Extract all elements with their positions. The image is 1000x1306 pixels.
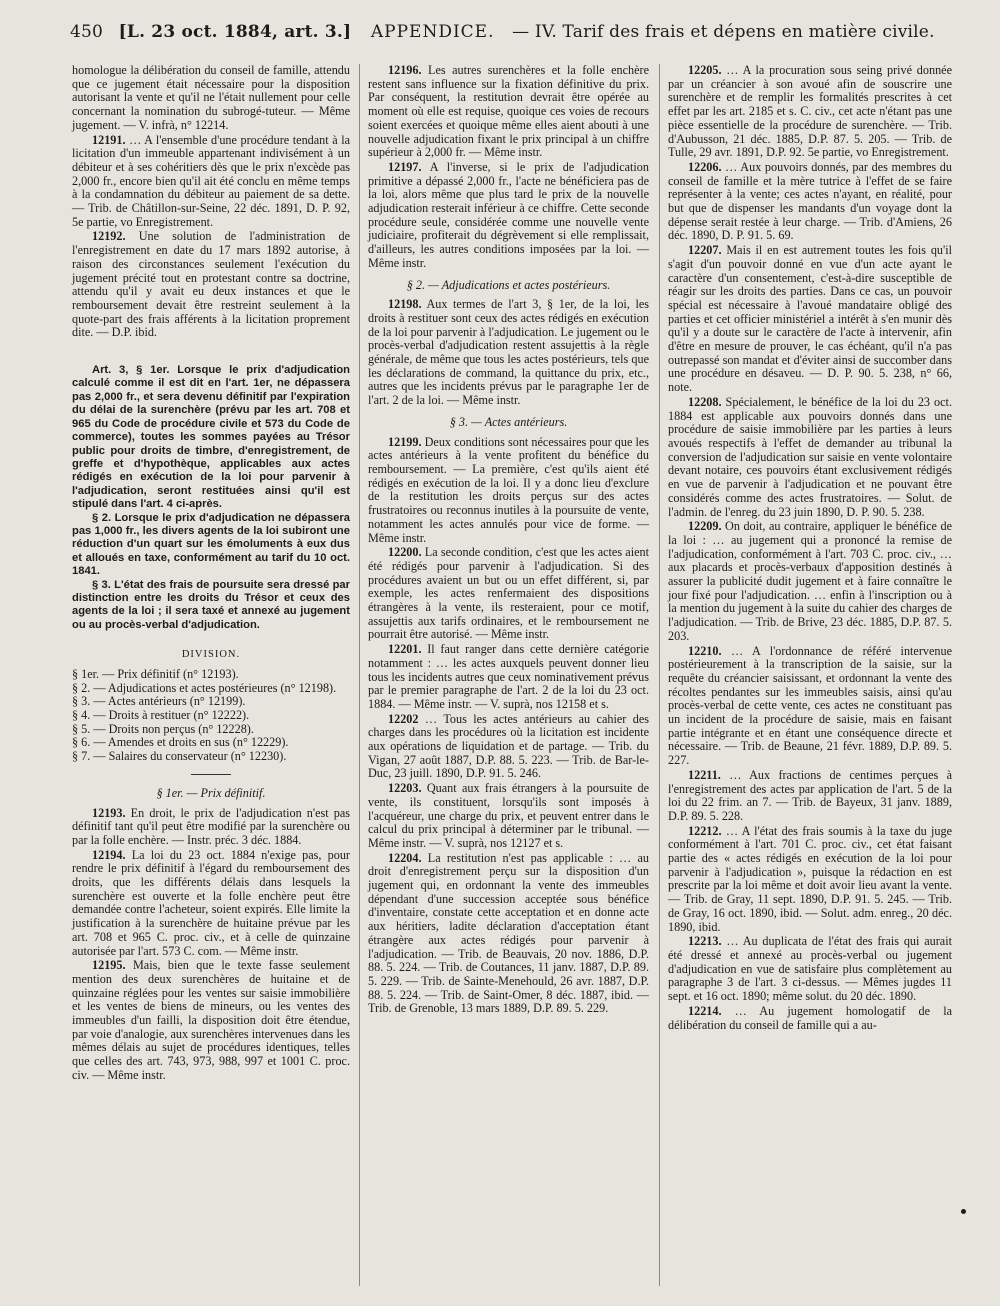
paragraph-text: … A la procuration sous seing privé donnée par un créancier à son avoué afin de souscrire une surenchère et de remplir les formalités prescrites à cet effet par les art. 2185 et s. C. civ., cet acte n'étant pas une pièce essentielle de la procédure de surenchère. — Trib. d'Aubusson, 21 déc. 1885, D.P. 87. 5. 205. — Trib. de Tulle, 29 avr. 1891, D.P. 92. 5e partie, vo Enregistrement. xyxy=(668,63,952,160)
paragraph-number: 12212. xyxy=(688,823,722,838)
paragraph-number: 12201. xyxy=(388,642,422,657)
paragraph-text: On doit, au contraire, appliquer le bénéfice de la loi : … au jugement qui a prononcé la remise de l'adjudication, conformément à l'art. 703 C. proc. civ., … aux placards et procès-verbaux d'apposition destinés à assurer la publicité dudit jugement et à faire connaître le jour fixé pour l'adjudication. … enfin à l'inscription ou à la mention du jugement à la suite du cahier des charges de l'adjudication. — Trib. de Brive, 23 déc. 1885, D.P. 87. 5. 203. xyxy=(668,519,952,643)
paragraph-12200 xyxy=(368,546,649,642)
paragraph-number: 12193. xyxy=(92,805,126,820)
paragraph-text: Aux termes de l'art 3, § 1er, de la loi, les droits à restituer sont ceux des actes rédigés en exécution de la loi pour parvenir à l'adjudication. Le jugement ou le procès-verbal d'adjudication restent assujettis à la règle générale, de même que tous les actes postérieurs, tels que les déclarations de command, la quittance du prix, etc., autres que les incidents prévus par le paragraphe 1er de l'art. 2 de la loi. — Même instr. xyxy=(368,297,649,408)
paragraph-text: … Aux fractions de centimes perçues à l'enregistrement des actes par application de l'art. 5 de la loi du 22 frim. an 7. — Trib. de Bayeux, 31 janv. 1889, D.P. 89. 5. 228. xyxy=(668,767,952,823)
section-heading: § 2. — Adjudications et actes postérieurs. xyxy=(406,277,611,292)
paragraph-number: 12208. xyxy=(688,394,722,409)
paragraph-text: … Aux pouvoirs donnés, par des membres du conseil de famille et la mère tutrice à l'effet de se faire représenter à la vente; ces actes n'ayant, en réalité, pour but que de dispenser les mandants d'un voyage dont la dépense serait restée à leur charge. — Trib. d'Amiens, 26 déc. 1890, D. P. 91. 5. 69. xyxy=(668,159,952,243)
paragraph-text: En droit, le prix de l'adjudication n'est pas définitif tant qu'il peut être modifié par la surenchère ou par la folle enchère. — Instr. préc. 3 déc. 1884. xyxy=(72,805,350,847)
column-divider xyxy=(659,64,660,1286)
paragraph-12203 xyxy=(368,782,649,851)
paragraph-number: 12198. xyxy=(388,297,422,312)
paragraph: homologue la délibération du conseil de famille, attendu que ce jugement était nécessaire pour la disposition autorisant la vente et qu'il ne l'était nullement pour celle concernant la nomination du subrogé-tuteur. — Même jugement. — V. infrà, n° 12214. xyxy=(72,63,350,132)
paragraph-12212 xyxy=(668,825,952,935)
paragraph-12205 xyxy=(668,64,952,160)
column-right xyxy=(668,64,952,1033)
column-left xyxy=(72,64,350,1084)
paragraph-12195 xyxy=(72,959,350,1082)
paragraph-text: … A l'état des frais soumis à la taxe du juge conformément à l'art. 701 C. proc. civ., cet état faisant partie des « actes rédigés en exécution de la loi pour parvenir à l'adjudication », puisque la rédaction en est prescrite par la loi même et doit avoir lieu avant la vente. — Trib. de Gray, 11 sept. 1890, D.P. 91. 5. 245. — Trib. de Gray, 16 oct. 1890, ibid. — Solut. adm. enreg., 20 déc. 1890, ibid. xyxy=(668,823,952,934)
paragraph-number: 12203. xyxy=(388,781,422,796)
paragraph-12193 xyxy=(72,807,350,848)
chapter-title: — IV. Tarif des frais et dépens en matière civile. xyxy=(512,22,935,42)
paragraph-text: Les autres surenchères et la folle enchère restent sans influence sur la fixation définitive du prix. Par conséquent, la restitution devrait être opérée au moment où elle est requise, quoique ces voies de recours soient exercées et quoique même elles aient abouti à une nouvelle adjudication fixant le prix principal à un chiffre supérieur à 2,000 fr. — Même instr. xyxy=(368,63,649,160)
division-item: § 2. — Adjudications et actes postérieures (n° 12198). xyxy=(72,680,337,695)
paragraph-number: 12196. xyxy=(388,63,422,77)
article-3-section-1: Art. 3, § 1er. Lorsque le prix d'adjudication calculé comme il est dit en l'art. 1er, ne dépassera pas 2,000 fr., et sera devenu définitif par l'expiration du délai de la surenchère (prévu par les art. 708 et 965 du Code de procédure civile et 573 du Code de commerce), toutes les sommes payées au Trésor public pour droits de timbre, d'enregistrement, de greffe et d'hypothèque, applicables aux actes rédigés en exécution de la loi pour parvenir à l'adjudication, seront restituées ainsi qu'il est stipulé dans l'art. 4 ci-après. xyxy=(72,364,350,511)
paragraph-number: 12211. xyxy=(688,767,721,782)
division-item: § 4. — Droits à restituer (n° 12222). xyxy=(72,708,250,722)
paragraph-12202 xyxy=(368,713,649,782)
paragraph-text: … Tous les actes antérieurs au cahier des charges dans les procédures où la licitation est incidente aux opérations de liquidation et de partage. — Trib. du Vigan, 27 août 1887, D.P. 88. 5. 223. — Trib. de Bar-le-Duc, 23 juill. 1890, D.P. 91. 5. 246. xyxy=(368,711,649,781)
paragraph-number: 12213. xyxy=(688,934,722,949)
paragraph-number: 12192. xyxy=(92,229,126,244)
paragraph-number: 12200. xyxy=(388,545,422,560)
paragraph-text: Deux conditions sont nécessaires pour que les actes antérieurs à la vente profitent du bénéfice du remboursement. — La première, c'est qu'ils aient été rédigés en exécution de la loi. Il y a donc lieu d'exclure de la restitution les droits perçus sur des actes frustratoires ou reconnus inutiles à la poursuite de vente, notamment les actes annulés pour vice de forme. — Même instr. xyxy=(368,434,649,545)
paragraph-number: 12214. xyxy=(688,1003,722,1018)
law-reference: [L. 23 oct. 1884, art. 3.] xyxy=(118,22,352,42)
paragraph-text: … A l'ordonnance de référé intervenue postérieurement à la transcription de la saisie, sur la requête du créancier saisissant, et ordonnant la vente des récoltes pendantes sur les immeubles saisis, ainsi qu'au procès-verbal de cette vente, ces actes ne constituant pas un incident de la procédure de saisie, mais en faisant partie intégrante et en étant une conséquence directe et nécessaire. — Trib. de Beaune, 21 févr. 1889, D.P. 89. 5. 227. xyxy=(668,643,952,768)
division-item: § 1er. — Prix définitif (n° 12193). xyxy=(72,666,239,681)
paragraph-12197 xyxy=(368,161,649,271)
paragraph-number: 12197. xyxy=(388,159,422,174)
column-middle xyxy=(368,64,649,1017)
article-3-section-2: § 2. Lorsque le prix d'adjudication ne dépassera pas 1,000 fr., les divers agents de la loi subiront une réduction d'un quart sur les émoluments à eux dus et alloués en taxe, conformément au tarif du 10 oct. 1841. xyxy=(72,511,350,578)
paragraph-12207 xyxy=(668,244,952,395)
article-3-section-3: § 3. L'état des frais de poursuite sera dressé par distinction entre les droits du Trésor et ceux des agents de la loi ; il sera taxé et annexé au jugement ou au procès-verbal d'adjudication. xyxy=(72,578,350,631)
column-divider xyxy=(359,64,360,1286)
paragraph-text: Quant aux frais étrangers à la poursuite de vente, ils constituent, lorsqu'ils sont imposés à l'acquéreur, une charge du prix, et peuvent entrer dans le calcul du prix principal à déterminer par le tribunal. — Même instr. — V. suprà, nos 12127 et s. xyxy=(368,781,649,850)
paragraph-text: … Au duplicata de l'état des frais qui aurait été dressé et annexé au procès-verbal ou jugement d'adjudication en vue de satisfaire plus complètement au paragraphe 3 de l'art. 3 ci-dessus. — Mêmes jugdes 11 sept. et 16 oct. 1890; même solut. du 20 déc. 1890. xyxy=(668,934,952,1004)
paragraph-number: 12205. xyxy=(688,63,722,77)
paragraph-number: 12207. xyxy=(688,243,722,258)
paragraph-text: … Au jugement homologatif de la délibération du conseil de famille qui a au- xyxy=(668,1003,952,1032)
paragraph-number: 12195. xyxy=(92,958,126,973)
paragraph-number: 12210. xyxy=(688,643,722,658)
paragraph-number: 12199. xyxy=(388,434,422,449)
paragraph-text: Spécialement, le bénéfice de la loi du 23 oct. 1884 est applicable aux pouvoirs donnés dans une procédure de saisie immobilière par les parties à leurs avoués respectifs à l'effet de demander au tribunal la conversion de l'adjudication sur saisie en vente volontaire devant notaire, ces pouvoirs étant exclusivement rédigés en vue de parvenir à l'adjudication et ne pouvant être considérés comme des actes frustratoires. — Solut. de l'admin. de l'enreg. du 23 juin 1890, D. P. 90. 5. 238. xyxy=(668,394,952,519)
paragraph-number: 12191. xyxy=(92,132,126,147)
division-item: § 7. — Salaires du conservateur (n° 12230). xyxy=(72,749,287,764)
division-item: § 5. — Droits non perçus (n° 12228). xyxy=(72,721,254,736)
page-number: 450 xyxy=(70,22,104,42)
paragraph-text: Une solution de l'administration de l'enregistrement en date du 17 mars 1892 autorise, à raison des circonstances seulement l'exécution du jugement précité tout en protestant contre sa doctrine, attendu qu'il y avait eu deux instances et que le remboursement devait être restreint seulement à la quote-part des frais afférents à la licitation proprement dite. — D.P. ibid. xyxy=(72,229,350,340)
paragraph-12206 xyxy=(668,161,952,243)
paragraph-12211 xyxy=(668,769,952,824)
paragraph-number: 12209. xyxy=(688,519,722,534)
page-header xyxy=(70,22,970,42)
paragraph-12196 xyxy=(368,64,649,160)
paragraph-12199 xyxy=(368,436,649,546)
paragraph-text: Il faut ranger dans cette dernière catégorie notamment : … les actes auxquels peuvent donner lieu tous les incidents autres que ceux nominativement prévus par le premier paragraphe de l'art. 2 de la loi du 23 oct. 1884. — Même instr. — V. suprà, nos 12158 et s. xyxy=(368,642,649,711)
section-heading: § 3. — Actes antérieurs. xyxy=(449,414,568,429)
section-heading: § 1er. — Prix définitif. xyxy=(156,785,266,800)
paragraph-text: A l'inverse, si le prix de l'adjudication primitive a dépassé 2,000 fr., l'acte ne bénéficiera pas de la loi, alors même que plus tard le prix de la nouvelle adjudication resterait inférieur à ce chiffre. Cette seconde procédure seule, considérée comme une nouvelle vente judiciaire, profiterait du dégrèvement si elle remplissait, d'ailleurs, les autres conditions imposées par la loi. — Même instr. xyxy=(368,159,649,270)
division-item: § 3. — Actes antérieurs (n° 12199). xyxy=(72,694,246,709)
paragraph-12194 xyxy=(72,849,350,959)
paragraph-12192 xyxy=(72,230,350,340)
paragraph-12208 xyxy=(668,396,952,519)
paragraph-text: Mais, bien que le texte fasse seulement mention des deux surenchères de huitaine et de quinzaine réglées pour les ventes sur saisie immobilière et les ventes de biens de mineurs, ou les ventes des immeubles d'un failli, la disposition doit être étendue, par voie d'analogie, aux surenchères intervenues dans les mêmes délais au sujet de procédures identiques, telles que celles des art. 743, 973, 988, 997 et 1001 C. proc. civ. — Même instr. xyxy=(72,958,350,1082)
division-heading: DIVISION. xyxy=(181,649,241,661)
paragraph-12198 xyxy=(368,298,649,408)
margin-bullet-icon xyxy=(961,1209,966,1214)
paragraph-12214 xyxy=(668,1005,952,1032)
paragraph-12204 xyxy=(368,852,649,1016)
paragraph-number: 12194. xyxy=(92,847,126,862)
paragraph-12191 xyxy=(72,134,350,230)
paragraph-number: 12202 xyxy=(388,711,419,726)
paragraph-12213 xyxy=(668,935,952,1004)
paragraph-text: La seconde condition, c'est que les actes aient été rédigés pour parvenir à l'adjudication. Si des procédures avaient un but ou un effet différent, si, par exemple, les actes renfermaient des dispositions étrangères à la vente, ils resteraient, pour ce motif, assujettis aux tarifs ordinaires, et le remboursement ne pourrait être autorisé. — Même instr. xyxy=(368,545,649,642)
paragraph-text: La restitution n'est pas applicable : … au droit d'enregistrement perçu sur la disposition d'un jugement qui, en ordonnant la vente des immeubles dépendant d'une succession acceptée sous bénéfice d'inventaire, constate cette acceptation et en donne acte aux héritiers, ladite déclaration d'acceptation étant étrangère aux actes rédigés pour parvenir à l'adjudication. — Trib. de Beauvais, 20 nov. 1886, D.P. 88. 5. 224. — Trib. de Coutances, 11 janv. 1887, D.P. 89. 5. 229. — Trib. de Sainte-Menehould, 26 avr. 1887, D.P. 88. 5. 224. — Trib. de Saint-Omer, 8 déc. 1887, ibid. — Trib. de Grenoble, 13 mars 1889, D.P. 89. 5. 229. xyxy=(368,850,649,1016)
paragraph-12201 xyxy=(368,643,649,712)
section-rule xyxy=(191,774,231,775)
division-item: § 6. — Amendes et droits en sus (n° 12229). xyxy=(72,735,289,750)
paragraph-12210 xyxy=(668,645,952,768)
appendix-label: APPENDICE. xyxy=(370,22,495,42)
paragraph-12209 xyxy=(668,520,952,643)
paragraph-number: 12206. xyxy=(688,159,722,174)
paragraph-text: Mais il en est autrement toutes les fois qu'il s'agit d'un pouvoir donné en vue d'un acte ayant le caractère d'un consentement, c'est-à-dire susceptible de réagir sur les droits des parties. Dans ce cas, un pouvoir spécial est nécessaire à l'avoué mandataire obligé des parties et cet officier ministériel a intérêt à s'en munir dès qu'il y a doute sur le caractère de l'acte à intervenir, afin d'être en mesure de prouver, le cas échéant, qu'il n'a pas outrepassé son mandat et d'éviter ainsi de succomber dans une procédure en désaveu. — D. P. 90. 5. 238, n° 66, note. xyxy=(668,243,952,395)
paragraph-text: … A l'ensemble d'une procédure tendant à la licitation d'un immeuble appartenant indivisément à un débiteur et à ses cohéritiers dès que le prix n'excède pas 2,000 fr., encore bien qu'il ait été conclu en même temps à la condamnation du débiteur au paiement de sa dette. — Trib. de Châtillon-sur-Seine, 22 déc. 1891, D. P. 92, 5e partie, vo Enregistrement. xyxy=(72,132,350,229)
paragraph-number: 12204. xyxy=(388,850,422,865)
paragraph-text: La loi du 23 oct. 1884 n'exige pas, pour rendre le prix définitif à l'égard du remboursement des droits, que les différents délais dans lesquels la surenchère est ouverte et la folle enchère peut être demandée contre l'acheteur, soient expirés. Elle limite la justification à la surenchère de huitaine prévue par les art. 708 et 965 C. proc. civ., et à celle de quinzaine autorisée par l'art. 573 C. com. — Même instr. xyxy=(72,847,350,958)
